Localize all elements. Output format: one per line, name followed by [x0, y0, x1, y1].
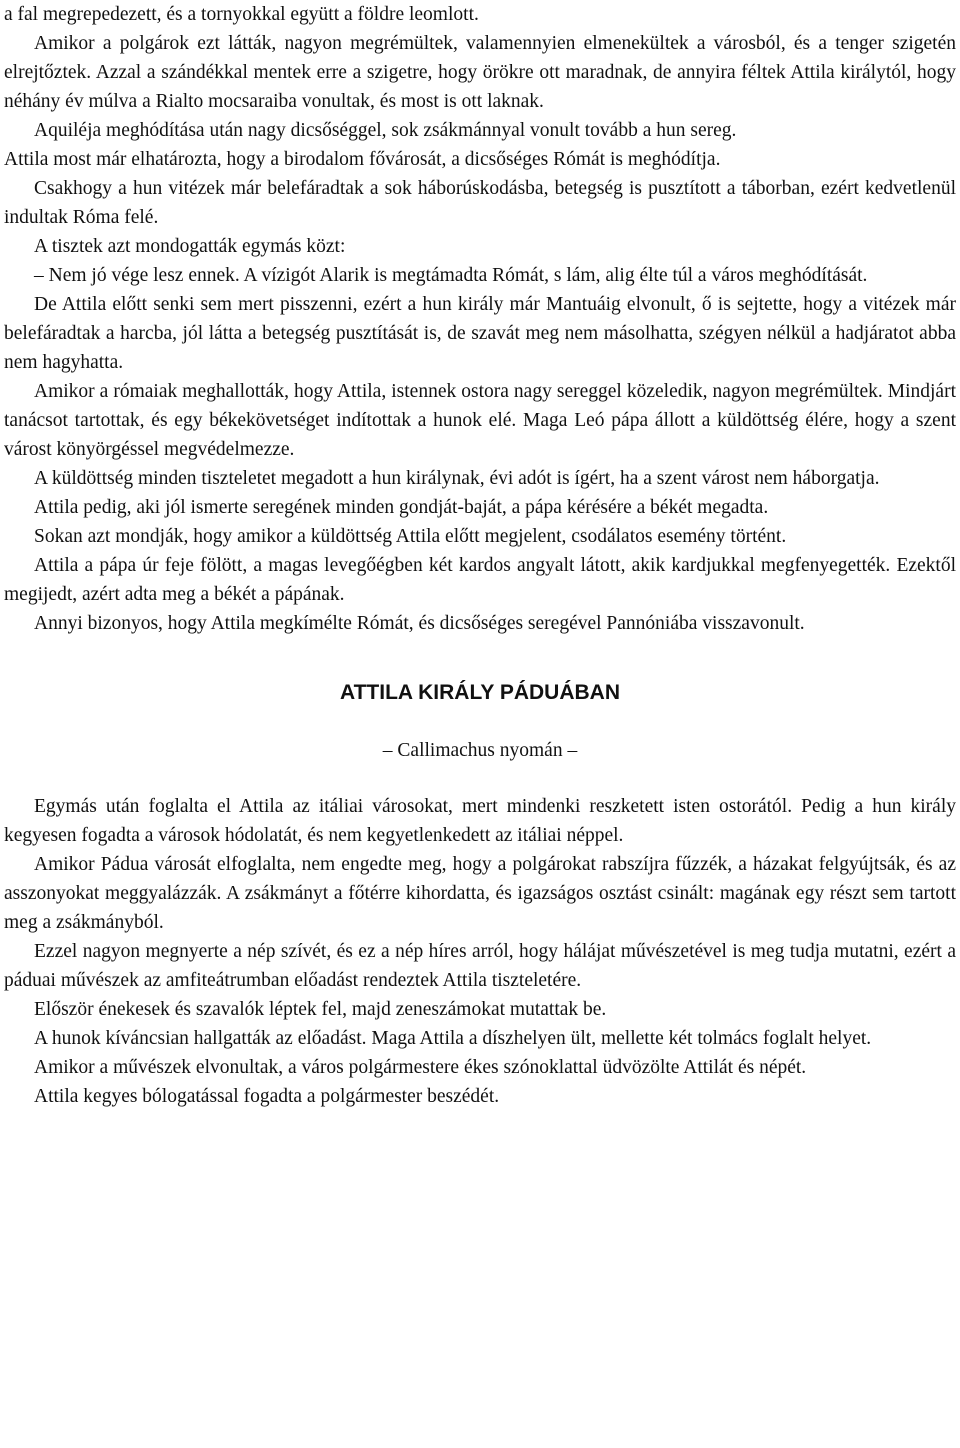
paragraph: Attila pedig, aki jól ismerte seregének minden gondját-baját, a pápa kérésére a békét megadta.: [34, 497, 769, 518]
paragraph: Attila a pápa úr feje fölött, a magas levegőégben két kardos angyalt látott, akik kardjukkal megfenyegették. Ezektől megijedt, azért adta meg a békét a pápának.: [4, 555, 956, 605]
paragraph: Aquiléja meghódítása után nagy dicsőséggel, sok zsákmánnyal vonult tovább a hun sereg.: [34, 120, 737, 141]
paragraph: Amikor a rómaiak meghallották, hogy Attila, istennek ostora nagy sereggel közeledik, nagyon megrémültek. Mindjárt tanácsot tartottak, és egy békekövetséget indítottak a hunok elé. Maga Leó pápa állott a küldöttség élére, hogy a szent várost könyörgéssel megvédelmezze.: [4, 381, 956, 460]
paragraph: Amikor Pádua városát elfoglalta, nem engedte meg, hogy a polgárokat rabszíjra fűzzék, a házakat felgyújtsák, és az asszonyokat meggyalázzák. A zsákmányt a főtérre kihordatta, és igazságos osztást csinált: magának egy részt sem tartott meg a zsákmányból.: [4, 854, 956, 933]
chapter-subtitle: – Callimachus nyomán –: [382, 740, 578, 761]
paragraph: Attila most már elhatározta, hogy a birodalom fővárosát, a dicsőséges Rómát is meghódítja.: [4, 149, 721, 170]
paragraph: De Attila előtt senki sem mert pisszenni, ezért a hun király már Mantuáig elvonult, ő is sejtette, hogy a vitézek már belefáradtak a harcba, jól látta a betegség pusztítását is, de szavát meg nem másolhatta, szégyen nélkül a hadjáratot abba nem hagyhatta.: [4, 294, 956, 373]
paragraph: Ezzel nagyon megnyerte a nép szívét, és ez a nép híres arról, hogy hálájat művészetével is meg tudja mutatni, ezért a páduai művészek az amfiteátrumban előadást rendeztek Attila tiszteletére.: [4, 941, 956, 991]
paragraph: Amikor a művészek elvonultak, a város polgármestere ékes szónoklattal üdvözölte Attilát és népét.: [34, 1057, 807, 1078]
document-page: [4, 0, 956, 1111]
paragraph: Először énekesek és szavalók léptek fel, majd zeneszámokat mutattak be.: [34, 999, 607, 1020]
paragraph: A küldöttség minden tiszteletet megadott a hun királynak, évi adót is ígért, ha a szent várost nem háborgatja.: [34, 468, 880, 489]
paragraph: A tisztek azt mondogatták egymás közt:: [34, 236, 346, 257]
paragraph: Csakhogy a hun vitézek már belefáradtak a sok háborúskodásba, betegség is pusztított a táborban, ezért kedvetlenül indultak Róma felé.: [4, 178, 956, 228]
paragraph: A hunok kíváncsian hallgatták az előadást. Maga Attila a díszhelyen ült, mellette két tolmács foglalt helyet.: [34, 1028, 872, 1049]
paragraph: Attila kegyes bólogatással fogadta a polgármester beszédét.: [34, 1086, 500, 1107]
chapter-title: ATTILA KIRÁLY PÁDUÁBAN: [339, 681, 620, 704]
paragraph: Sokan azt mondják, hogy amikor a küldöttség Attila előtt megjelent, csodálatos esemény történt.: [34, 526, 787, 547]
paragraph: Amikor a polgárok ezt látták, nagyon megrémültek, valamennyien elmenekültek a városból, és a tenger szigetén elrejtőztek. Azzal a szándékkal mentek erre a szigetre, hogy örökre ott maradnak, de annyira féltek Attila királytól, hogy néhány év múlva a Rialto mocsaraiba vonultak, és most is ott laknak.: [4, 33, 956, 112]
dialogue-paragraph: – Nem jó vége lesz ennek. A vízigót Alarik is megtámadta Rómát, s lám, alig élte túl a város meghódítását.: [34, 265, 868, 286]
paragraph: a fal megrepedezett, és a tornyokkal együtt a földre leomlott.: [4, 4, 479, 25]
title-spacer: [4, 710, 956, 736]
paragraph: Egymás után foglalta el Attila az itáliai városokat, mert mindenki reszketett isten ostorától. Pedig a hun király kegyesen fogadta a városok hódolatát, és nem kegyetlenkedett az itáliai néppel.: [4, 796, 956, 846]
section-spacer: [4, 638, 956, 676]
paragraph: Annyi bizonyos, hogy Attila megkímélte Rómát, és dicsőséges seregével Pannóniába visszavonult.: [34, 613, 805, 634]
subtitle-spacer: [4, 765, 956, 792]
